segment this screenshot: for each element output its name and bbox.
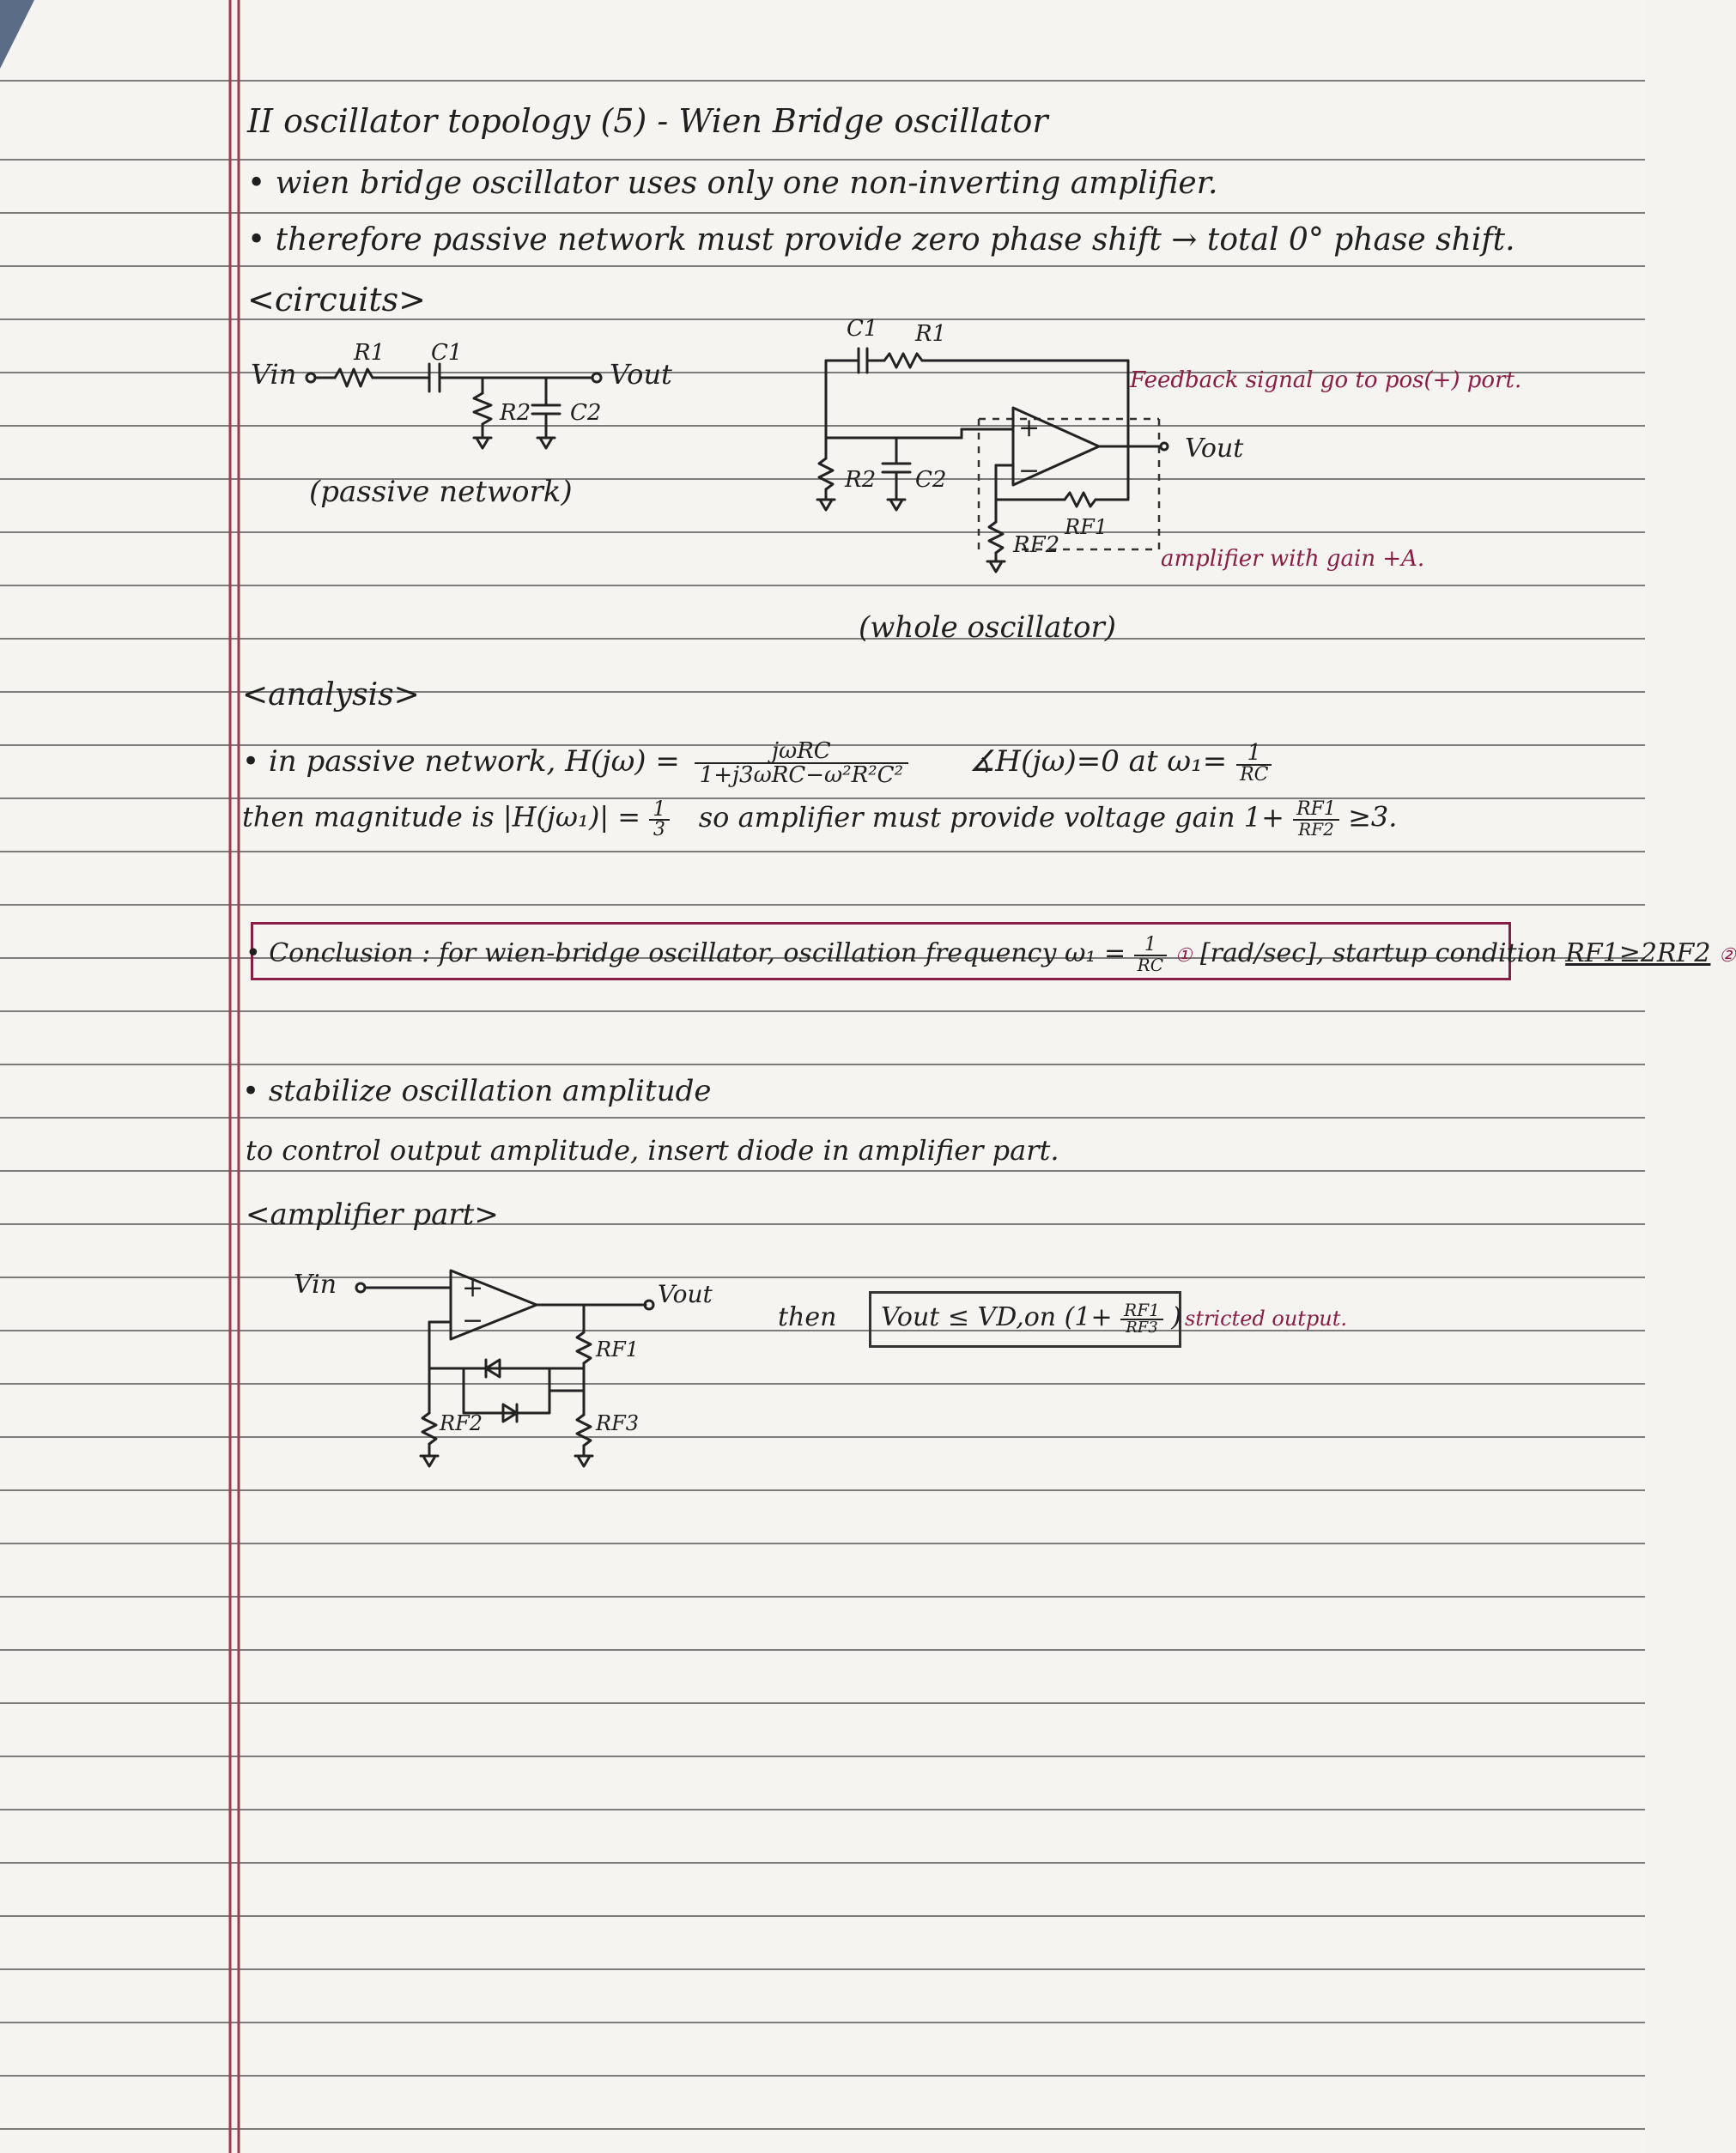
conclusion-unit: [rad/sec], startup condition: [1199, 938, 1557, 968]
gain-numerator: RF1: [1293, 800, 1339, 821]
analysis-line1: [242, 740, 1272, 786]
wo-rf2-resistor: [989, 522, 1003, 553]
stabilize-title: • stabilize oscillation amplitude: [242, 1074, 712, 1108]
result-close: ): [1171, 1302, 1182, 1332]
pn-r1-label: R1: [354, 340, 385, 366]
ap-vin-label: Vin: [294, 1270, 337, 1300]
conclusion-line: [246, 936, 1736, 973]
conclusion-denominator: RC: [1137, 955, 1164, 975]
conclusion-prefix: • Conclusion : for wien-bridge oscillator, oscillation frequency ω₁ =: [246, 938, 1126, 968]
wo-r2-label: R2: [845, 467, 877, 493]
ap-rf1-resistor: [577, 1332, 591, 1363]
wo-r2-resistor: [819, 458, 833, 489]
wo-feedback-note: Feedback signal go to pos(+) port.: [1130, 367, 1522, 393]
mag-prefix: then magnitude is |H(jω₁)| =: [242, 800, 641, 834]
wo-vout-label: Vout: [1185, 434, 1244, 464]
wo-c2-label: C2: [915, 467, 947, 493]
wo-minus-label: −: [1018, 456, 1041, 486]
wo-c1-label: C1: [847, 316, 878, 342]
pn-r2-label: R2: [500, 400, 531, 426]
pn-vin-label: Vin: [251, 358, 297, 391]
ap-rf3-resistor: [577, 1415, 591, 1446]
wo-rf1-label: RF1: [1065, 515, 1108, 539]
mag-fraction: [649, 798, 669, 840]
mag-numerator: 1: [649, 798, 669, 821]
wo-plus-label: +: [1018, 413, 1041, 443]
wo-r1-resistor: [884, 354, 922, 367]
bullet-2: • therefore passive network must provide zero phase shift → total 0° phase shift.: [247, 222, 1515, 258]
wo-caption: (whole oscillator): [859, 610, 1117, 645]
ap-rf2-resistor: [422, 1413, 436, 1444]
whole-oscillator-diagram: [807, 309, 1168, 592]
wo-rf2-label: RF2: [1013, 532, 1060, 558]
wo-vout-node: [1161, 443, 1168, 450]
ap-minus-label: −: [462, 1306, 484, 1336]
r2-resistor: [474, 393, 491, 424]
h-denominator: 1+j3ωRC−ω²R²C²: [699, 762, 903, 788]
page-heading: II oscillator topology (5) - Wien Bridge oscillator: [247, 102, 1048, 140]
mag-denominator: 3: [653, 819, 665, 840]
gain-end: ≥3.: [1348, 800, 1398, 834]
omega-numerator: 1: [1236, 742, 1272, 766]
ap-rf1-label: RF1: [596, 1337, 639, 1362]
wo-rf1-resistor: [1065, 493, 1096, 506]
h-numerator: jωRC: [695, 740, 908, 764]
wo-amp-note: amplifier with gain +A.: [1161, 546, 1425, 572]
analysis-label: <analysis>: [242, 677, 420, 713]
r1-resistor: [335, 369, 373, 386]
result-expr: [881, 1301, 1181, 1336]
result-prefix: Vout ≤ VD,on (1+: [881, 1302, 1113, 1332]
circuits-label: <circuits>: [247, 281, 426, 318]
amp-part-label: <amplifier part>: [246, 1198, 499, 1232]
result-denominator: RF3: [1126, 1319, 1158, 1337]
h-fraction: [695, 740, 908, 786]
wo-r1-label: R1: [915, 321, 947, 347]
pn-c1-label: C1: [431, 340, 463, 366]
gain-fraction: [1293, 800, 1339, 838]
pn-c2-label: C2: [570, 400, 602, 426]
conclusion-condition: RF1≥2RF2: [1565, 938, 1711, 968]
omega-denominator: RC: [1240, 764, 1269, 785]
bullet-1: • wien bridge oscillator uses only one non-inverting amplifier.: [247, 166, 1218, 201]
vout-node: [592, 373, 601, 382]
pn-vout-label: Vout: [610, 358, 672, 391]
ap-vout-node: [645, 1301, 653, 1309]
pn-caption: (passive network): [309, 475, 573, 509]
conclusion-numerator: 1: [1134, 936, 1167, 956]
result-numerator: RF1: [1120, 1301, 1163, 1320]
ap-plus-label: +: [462, 1273, 484, 1303]
result-note: stricted output.: [1185, 1307, 1348, 1331]
result-fraction: [1120, 1301, 1163, 1336]
h-prefix: • in passive network, H(jω) =: [242, 744, 680, 779]
phase-expr: ∡H(jω)=0 at ω₁=: [968, 744, 1228, 779]
result-then: then: [778, 1302, 837, 1332]
ap-vout-label: Vout: [658, 1280, 713, 1308]
ap-rf3-label: RF3: [596, 1411, 639, 1435]
stabilize-line: to control output amplitude, insert diode in amplifier part.: [246, 1134, 1059, 1167]
conclusion-fraction: [1134, 936, 1167, 973]
conclusion-mark-1: ①: [1175, 945, 1193, 967]
gain-prefix: so amplifier must provide voltage gain 1+: [698, 800, 1284, 834]
gain-denominator: RF2: [1298, 819, 1334, 840]
analysis-line2: [242, 798, 1397, 840]
conclusion-mark-2: ②: [1718, 945, 1736, 967]
ap-rf2-label: RF2: [440, 1411, 483, 1435]
omega-fraction: [1236, 742, 1272, 785]
